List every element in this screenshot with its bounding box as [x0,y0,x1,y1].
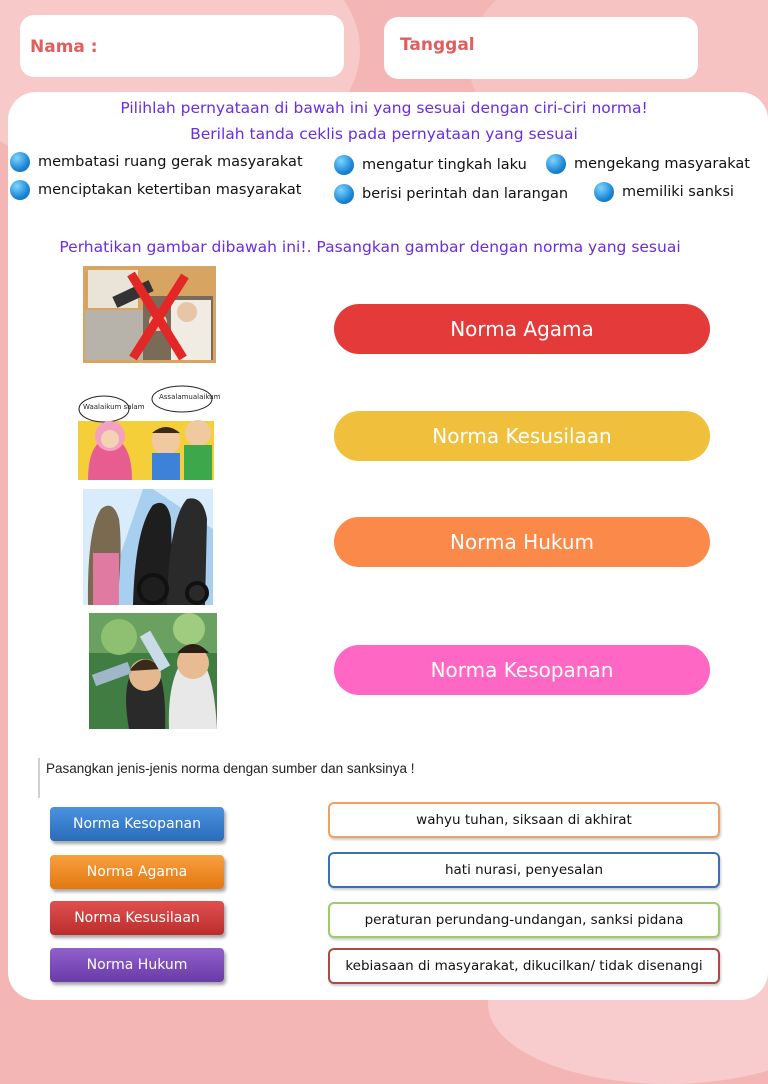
nama-field[interactable] [20,15,344,77]
box-norma-hukum[interactable]: Norma Hukum [50,948,224,982]
bullet-icon [10,180,30,200]
answer-kebiasaan[interactable]: kebiasaan di masyarakat, dikucilkan/ tidak disenangi [328,948,720,984]
instruction-3: Perhatikan gambar dibawah ini!. Pasangkan gambar dengan norma yang sesuai [59,238,681,256]
pill-norma-kesopanan[interactable]: Norma Kesopanan [334,645,710,695]
answer-peraturan[interactable]: peraturan perundang-undangan, sanksi pidana [328,902,720,938]
answer-hati-nurani[interactable]: hati nurasi, penyesalan [328,852,720,888]
bullet-icon [334,155,354,175]
picture-cheating[interactable] [83,266,216,363]
tanggal-label: Tanggal [400,35,475,55]
bullet-icon [10,152,30,172]
pill-norma-kesusilaan[interactable]: Norma Kesusilaan [334,411,710,461]
nama-label: Nama : [30,37,98,57]
bullet-icon [334,184,354,204]
bubble-text-1: Waalaikum salam [83,403,145,411]
pill-norma-hukum[interactable]: Norma Hukum [334,517,710,567]
box-norma-agama[interactable]: Norma Agama [50,855,224,889]
option-1[interactable]: membatasi ruang gerak masyarakat [10,152,303,172]
tanggal-field[interactable] [384,17,698,79]
option-3[interactable]: mengekang masyarakat [546,154,750,174]
option-6[interactable]: memiliki sanksi [594,182,734,202]
instruction-2: Berilah tanda ceklis pada pernyataan yang sesuai [190,125,578,143]
left-border-line [38,758,40,798]
option-4[interactable]: menciptakan ketertiban masyarakat [10,180,301,200]
robbery-illustration [83,489,213,605]
bullet-icon [546,154,566,174]
answer-wahyu-tuhan[interactable]: wahyu tuhan, siksaan di akhirat [328,802,720,838]
instruction-4: Pasangkan jenis-jenis norma dengan sumber dan sanksinya ! [46,761,415,776]
box-norma-kesopanan[interactable]: Norma Kesopanan [50,807,224,841]
drinking-illustration [89,613,217,729]
picture-robbery[interactable] [83,489,213,605]
bubble-text-2: Assalamualaikum [159,393,221,401]
box-norma-kesusilaan[interactable]: Norma Kesusilaan [50,901,224,935]
picture-drinking[interactable] [89,613,217,729]
instruction-1: Pilihlah pernyataan di bawah ini yang sesuai dengan ciri-ciri norma! [120,99,648,117]
option-2[interactable]: mengatur tingkah laku [334,155,527,175]
option-5[interactable]: berisi perintah dan larangan [334,184,568,204]
pill-norma-agama[interactable]: Norma Agama [334,304,710,354]
cheating-illustration [83,266,216,363]
bullet-icon [594,182,614,202]
